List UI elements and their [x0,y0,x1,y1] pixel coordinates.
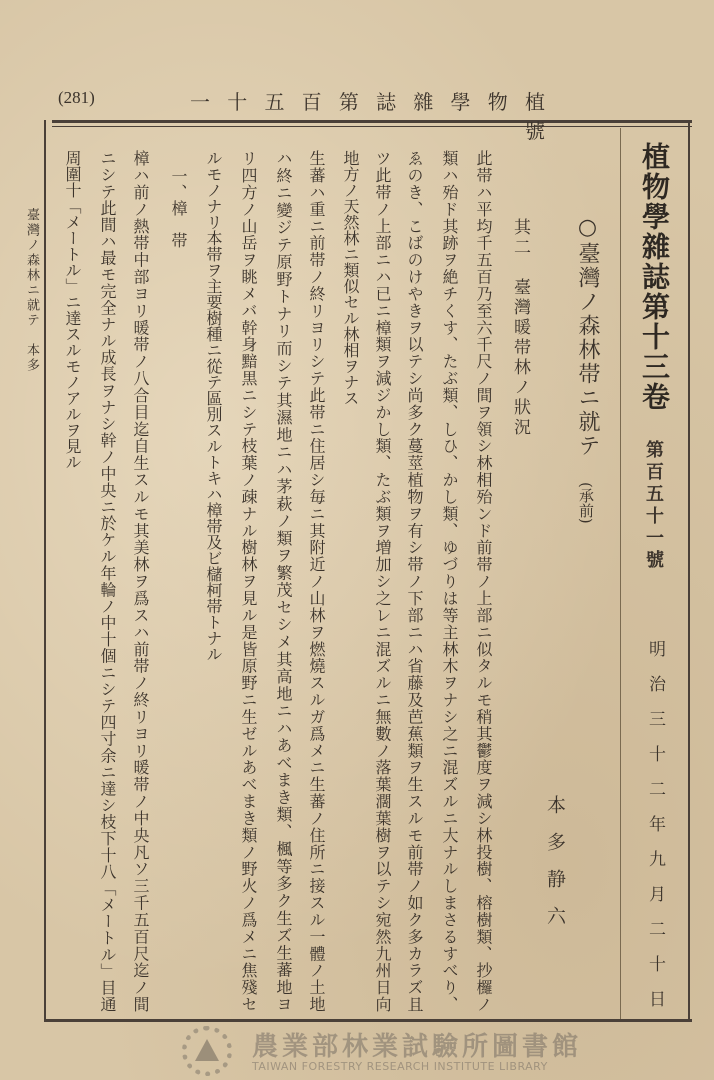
bottom-rule [44,1019,692,1022]
library-seal-icon [182,1026,232,1076]
issue-number: 第百五十一號 [643,440,664,572]
body-line: リ四方ノ山岳ヲ眺メバ幹身黯黒ニシテ枝葉ノ疎ナル樹林ヲ見ル是皆原野ニ生ゼルあべまき類ノ野火ノ爲メニ焦殘セ [239,150,258,1012]
journal-volume: 植物學雜誌第十三卷 [638,142,671,412]
continued-note: (承前) [577,482,595,524]
watermark-library-name-en: TAIWAN FORESTRY RESEARCH INSTITUTE LIBRARY [252,1060,548,1073]
body-line: ゑのき、こばのけやきヲ以テシ尚多ク蔓莖植物ヲ有シ帯ノ下部ニハ省藤及芭蕉類ヲ生スルモ前帯ノ如ク多カラズ且 [405,150,424,1012]
body-line: 周圍十「メートル」ニ達スルモノアルヲ見ル [63,150,82,470]
section-heading: 其二 臺灣暖帯林ノ狀況 [510,218,530,438]
right-rule [688,120,690,1022]
body-line: ニシテ此間ハ最モ完全ナル成長ヲナシ幹ノ中央ニ於ケル年輪ノ中十個ニシテ四寸余ニ達シ枝下十八「メートル」目通 [98,150,117,1013]
margin-note: 臺灣ノ森林ニ就テ 本多 [24,208,39,373]
page-number: (281) [58,88,95,107]
masthead-divider [620,128,621,1019]
body-line: ルモノナリ本帯ヲ主要樹種ニ從テ區別スルトキハ樟帯及ビ櫧柯帯トナル [204,150,223,662]
body-line: 地方ノ天然林ニ類似セル林相ヲナス [341,150,360,406]
running-title: 植物學雜誌第百五十一號 [190,90,560,143]
article-title: ○臺灣ノ森林帯ニ就テ [575,215,600,458]
body-line: 類ハ殆ド其跡ヲ絶チくす、たぶ類、しひ、かし類、ゆづりは等主林木ヲナシ之ニ混ズルニ大ナルしまさるすべり、 [440,150,459,1012]
left-rule [44,120,46,1022]
issue-date: 明治三十二年九月二十日 [645,640,665,1025]
body-line: 樟ハ前ノ熱帯中部ヨリ暖帯ノ八合目迄自生スルモ其美林ヲ爲スハ前帯ノ終リヨリ暖帯ノ中央凡ソ三千五百尺迄ノ間 [131,150,150,1013]
author: 本多静六 [544,795,566,943]
body-line: ハ終ニ變ジテ原野トナリ而シテ其濕地ニハ茅萩ノ類ヲ繁茂セシメ其高地ニハあべまき類、楓等多ク生ズ生蕃地ヨ [274,150,293,1013]
watermark-library-name: 農業部林業試驗所圖書館 [252,1032,583,1062]
body-line: 生蕃ハ重ニ前帯ノ終リヨリシテ此帯ニ住居シ毎ニ其附近ノ山林ヲ燃燒スルガ爲メニ生蕃ノ住所ニ接スル一體ノ土地 [307,150,326,1012]
body-line: 此帯ハ平均千五百乃至六千尺ノ間ヲ領シ林相殆ンド前帯ノ上部ニ似タルモ稍其鬱度ヲ減シ林投樹、榕樹類、抄欏ノ [474,150,493,1012]
subsection-heading: 一、樟 帯 [169,168,188,248]
body-line: ツ此帯ノ上部ニハ已ニ樟類ヲ減ジかし類、たぶ類ヲ増加シ之レニ混ズルニ無數ノ落葉濶葉樹ヲ以テシ宛然九州日向 [373,150,392,1012]
